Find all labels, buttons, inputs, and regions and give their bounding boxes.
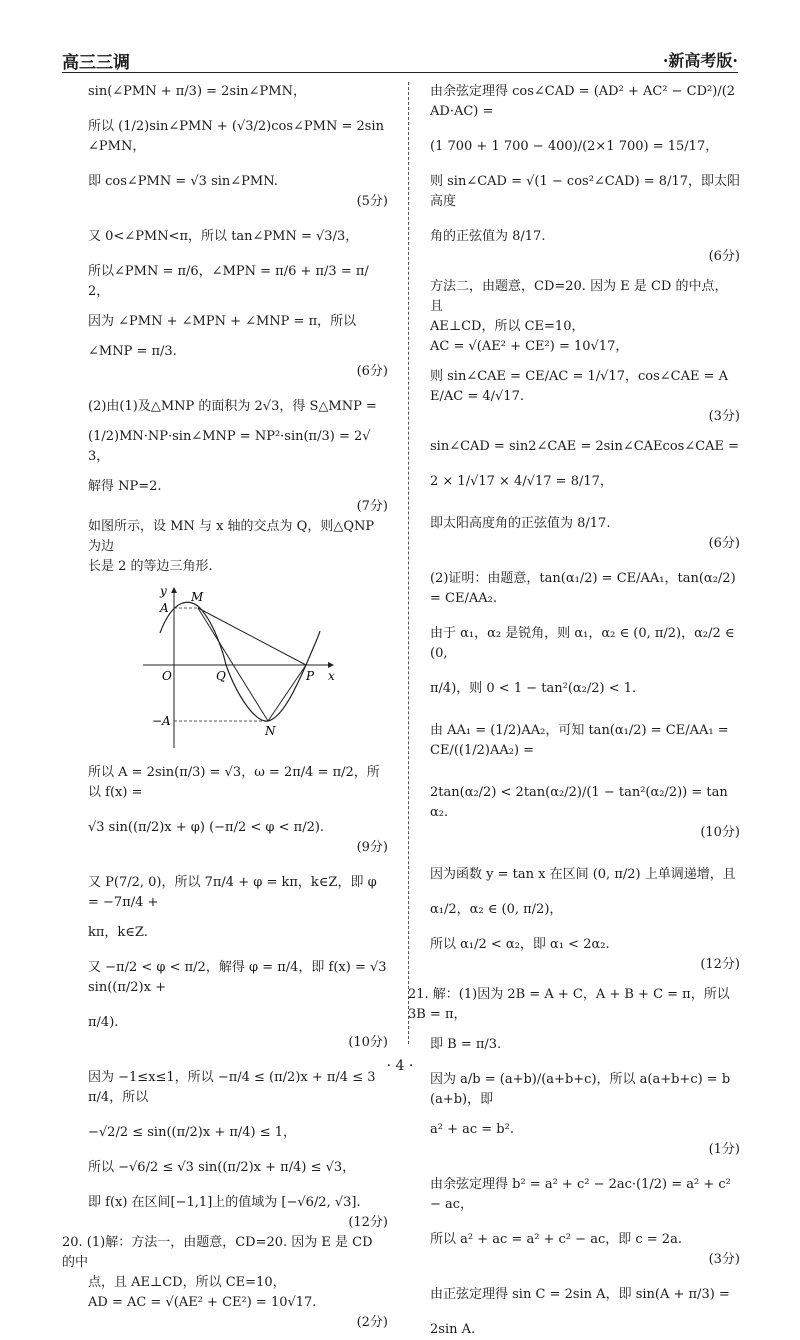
text-line bbox=[430, 1285, 740, 1305]
right-column bbox=[408, 82, 740, 1337]
text-line bbox=[430, 1070, 740, 1110]
line-text: 2 × 1/√17 × 4/√17 = 8/17， bbox=[430, 474, 613, 489]
text-line bbox=[430, 437, 740, 457]
text-line bbox=[88, 1033, 388, 1053]
text-line bbox=[88, 427, 388, 467]
line-text: 因为 ∠PMN + ∠MPN + ∠MNP = π，所以 bbox=[88, 314, 357, 329]
line-text: 所以 (1/2)sin∠PMN + (√3/2)cos∠PMN = 2sin∠PMN， bbox=[88, 119, 384, 154]
text-line bbox=[88, 1123, 388, 1143]
line-text: 如图所示，设 MN 与 x 轴的交点为 Q，则△QNP 为边 bbox=[88, 519, 375, 554]
line-text: 所以 A = 2sin(π/3) = √3，ω = 2π/4 = π/2，所以 f(x) = bbox=[88, 765, 380, 800]
text-line bbox=[62, 1233, 388, 1273]
line-text: 方法二，由题意，CD=20. 因为 E 是 CD 的中点，且 bbox=[430, 279, 728, 314]
text-line bbox=[88, 477, 388, 517]
line-text: 2sin A. bbox=[430, 1322, 476, 1337]
line-text: 由余弦定理得 b² = a² + c² − 2ac·(1/2) = a² + c² − ac， bbox=[430, 1177, 731, 1212]
text-line bbox=[88, 312, 388, 332]
text-line bbox=[430, 514, 740, 554]
label-a: A bbox=[160, 601, 169, 615]
line-text: 又 0<∠PMN<π，所以 tan∠PMN = √3/3， bbox=[88, 229, 359, 244]
text-line bbox=[88, 763, 388, 803]
line-text: √3 sin((π/2)x + φ) (−π/2 < φ < π/2). bbox=[88, 820, 325, 835]
page-header bbox=[62, 38, 738, 73]
label-m: M bbox=[191, 590, 204, 604]
text-line bbox=[430, 1230, 740, 1270]
line-text: sin∠CAD = sin2∠CAE = 2sin∠CAEcos∠CAE = bbox=[430, 439, 740, 454]
right-text-block bbox=[408, 82, 740, 1340]
line-text: ∠MNP = π/3. bbox=[88, 344, 177, 359]
text-line bbox=[430, 82, 740, 122]
line-text: 因为 a/b = (a+b)/(a+b+c)，所以 a(a+b+c) = b(a+b)，即 bbox=[430, 1072, 731, 1107]
text-line bbox=[88, 172, 388, 212]
line-text: 即 f(x) 在区间[−1,1]上的值域为 [−√6/2, √3]. bbox=[88, 1195, 361, 1210]
line-text: 则 sin∠CAE = CE/AC = 1/√17，cos∠CAE = AE/AC = 4/√17. bbox=[430, 369, 729, 404]
line-text: kπ，k∈Z. bbox=[88, 925, 148, 940]
text-line bbox=[430, 721, 740, 761]
text-line bbox=[88, 1068, 388, 1108]
score-mark: (2分) bbox=[356, 1315, 388, 1330]
text-line bbox=[88, 1293, 388, 1333]
text-line bbox=[430, 1175, 740, 1215]
line-text: AD = AC = √(AE² + CE²) = 10√17. bbox=[88, 1295, 317, 1310]
label-p: P bbox=[306, 669, 315, 683]
text-line bbox=[88, 117, 388, 157]
segment-np bbox=[268, 665, 306, 721]
line-text: 即太阳高度角的正弦值为 8/17. bbox=[430, 516, 611, 531]
text-line bbox=[430, 1120, 740, 1160]
line-text: 长是 2 的等边三角形. bbox=[88, 559, 213, 574]
score-mark: (1分) bbox=[708, 1142, 740, 1157]
score-mark: (7分) bbox=[356, 499, 388, 514]
line-text: 因为 −1≤x≤1，所以 −π/4 ≤ (π/2)x + π/4 ≤ 3π/4，所以 bbox=[88, 1070, 376, 1105]
header-edition: ·新高考版· bbox=[662, 51, 738, 70]
label-n: N bbox=[265, 724, 276, 738]
score-mark: (5分) bbox=[356, 194, 388, 209]
text-line bbox=[408, 985, 740, 1025]
sine-curve bbox=[160, 602, 320, 721]
header-title: 高三三调 bbox=[62, 53, 130, 73]
line-text: 21. 解：(1)因为 2B = A + C，A + B + C = π，所以 3B = π， bbox=[408, 987, 730, 1022]
line-text: π/4). bbox=[88, 1015, 119, 1030]
score-mark: (10分) bbox=[348, 1035, 388, 1050]
line-text: 则 sin∠CAD = √(1 − cos²∠CAD) = 8/17，即太阳高度 bbox=[430, 174, 740, 209]
text-line bbox=[430, 317, 740, 337]
line-text: 所以 a² + ac = a² + c² − ac，即 c = 2a. bbox=[430, 1232, 682, 1247]
text-line bbox=[430, 472, 740, 492]
page-number: · 4 · bbox=[386, 1058, 414, 1074]
text-line bbox=[88, 958, 388, 998]
text-line bbox=[430, 900, 740, 920]
text-line bbox=[88, 1213, 388, 1233]
text-line bbox=[88, 517, 388, 557]
text-line bbox=[88, 818, 388, 858]
line-text: AC = √(AE² + CE²) = 10√17， bbox=[430, 339, 629, 354]
score-mark: (12分) bbox=[348, 1215, 388, 1230]
left-text-block-1 bbox=[88, 82, 388, 577]
text-line bbox=[88, 342, 388, 382]
text-line bbox=[88, 557, 388, 577]
text-line bbox=[430, 679, 740, 699]
line-text: 解得 NP=2. bbox=[88, 479, 162, 494]
line-text: 又 P(7/2, 0)，所以 7π/4 + φ = kπ，k∈Z，即 φ = −7π/4 + bbox=[88, 875, 377, 910]
line-text: 所以∠PMN = π/6，∠MPN = π/6 + π/3 = π/2， bbox=[88, 264, 369, 299]
text-line bbox=[430, 935, 740, 975]
text-line bbox=[88, 1013, 388, 1033]
line-text: 即 cos∠PMN = √3 sin∠PMN. bbox=[88, 174, 278, 189]
text-line bbox=[430, 1035, 740, 1055]
line-text: (1 700 + 1 700 − 400)/(2×1 700) = 15/17， bbox=[430, 139, 719, 154]
line-text: 即 B = π/3. bbox=[430, 1037, 502, 1052]
column-divider bbox=[408, 82, 409, 1044]
segment-mp bbox=[198, 608, 306, 665]
label-q: Q bbox=[216, 669, 226, 683]
text-line bbox=[88, 82, 388, 102]
text-line bbox=[430, 407, 740, 427]
text-line bbox=[430, 172, 740, 212]
text-line bbox=[430, 137, 740, 157]
line-text: (2)证明：由题意，tan(α₁/2) = CE/AA₁，tan(α₂/2) = CE/AA₂. bbox=[430, 571, 736, 606]
text-line bbox=[88, 397, 388, 417]
line-text: 由于 α₁，α₂ 是锐角，则 α₁，α₂ ∈ (0, π/2)，α₂/2 ∈ (0, bbox=[430, 626, 735, 661]
line-text: 由 AA₁ = (1/2)AA₂，可知 tan(α₁/2) = CE/AA₁ = CE/((1/2)AA₂) = bbox=[430, 723, 729, 758]
left-text-block-2 bbox=[62, 763, 388, 1333]
text-line bbox=[430, 865, 740, 885]
text-line bbox=[88, 873, 388, 913]
line-text: 又 −π/2 < φ < π/2，解得 φ = π/4，即 f(x) = √3 sin((π/2)x + bbox=[88, 960, 387, 995]
text-line bbox=[430, 1320, 740, 1340]
line-text: a² + ac = b². bbox=[430, 1122, 514, 1137]
left-column bbox=[62, 82, 388, 1330]
score-mark: (12分) bbox=[700, 957, 740, 972]
line-text: 20. (1)解：方法一，由题意，CD=20. 因为 E 是 CD 的中 bbox=[62, 1235, 373, 1270]
text-line bbox=[88, 1193, 388, 1213]
line-text: AE⊥CD，所以 CE=10， bbox=[430, 319, 585, 334]
text-line bbox=[430, 569, 740, 609]
line-text: π/4)，则 0 < 1 − tan²(α₂/2) < 1. bbox=[430, 681, 637, 696]
label-x: x bbox=[328, 669, 335, 683]
line-text: 所以 α₁/2 < α₂，即 α₁ < 2α₂. bbox=[430, 937, 610, 952]
text-line bbox=[430, 337, 740, 357]
line-text: α₁/2，α₂ ∈ (0, π/2)， bbox=[430, 902, 563, 917]
text-line bbox=[88, 1273, 388, 1293]
line-text: 点，且 AE⊥CD，所以 CE=10， bbox=[88, 1275, 286, 1290]
score-mark: (3分) bbox=[708, 1252, 740, 1267]
text-line bbox=[430, 367, 740, 407]
label-origin: O bbox=[162, 669, 172, 683]
text-line bbox=[88, 923, 388, 943]
label-y: y bbox=[160, 584, 167, 598]
text-line bbox=[88, 227, 388, 247]
line-text: 由余弦定理得 cos∠CAD = (AD² + AC² − CD²)/(2AD·AC) = bbox=[430, 84, 736, 119]
label-neg-a: −A bbox=[152, 714, 171, 728]
line-text: 2tan(α₂/2) < 2tan(α₂/2)/(1 − tan²(α₂/2)) = tan α₂. bbox=[430, 785, 728, 820]
text-line bbox=[88, 262, 388, 302]
line-text: 由正弦定理得 sin C = 2sin A，即 sin(A + π/3) = bbox=[430, 1287, 730, 1302]
line-text: (1/2)MN·NP·sin∠MNP = NP²·sin(π/3) = 2√3， bbox=[88, 429, 371, 464]
score-mark: (9分) bbox=[356, 840, 388, 855]
score-mark: (3分) bbox=[708, 409, 740, 424]
line-text: −√2/2 ≤ sin((π/2)x + π/4) ≤ 1， bbox=[88, 1125, 297, 1140]
score-mark: (10分) bbox=[700, 825, 740, 840]
sine-graph bbox=[138, 583, 338, 753]
score-mark: (6分) bbox=[708, 249, 740, 264]
text-line bbox=[430, 277, 740, 317]
line-text: (2)由(1)及△MNP 的面积为 2√3，得 S△MNP = bbox=[88, 399, 377, 414]
line-text: 因为函数 y = tan x 在区间 (0, π/2) 上单调递增，且 bbox=[430, 867, 736, 882]
line-text: 角的正弦值为 8/17. bbox=[430, 229, 546, 244]
line-text: 所以 −√6/2 ≤ √3 sin((π/2)x + π/4) ≤ √3， bbox=[88, 1160, 356, 1175]
line-text: sin(∠PMN + π/3) = 2sin∠PMN， bbox=[88, 84, 306, 99]
text-line bbox=[430, 783, 740, 843]
text-line bbox=[88, 1158, 388, 1178]
score-mark: (6分) bbox=[356, 364, 388, 379]
text-line bbox=[430, 624, 740, 664]
score-mark: (6分) bbox=[708, 536, 740, 551]
text-line bbox=[430, 227, 740, 267]
